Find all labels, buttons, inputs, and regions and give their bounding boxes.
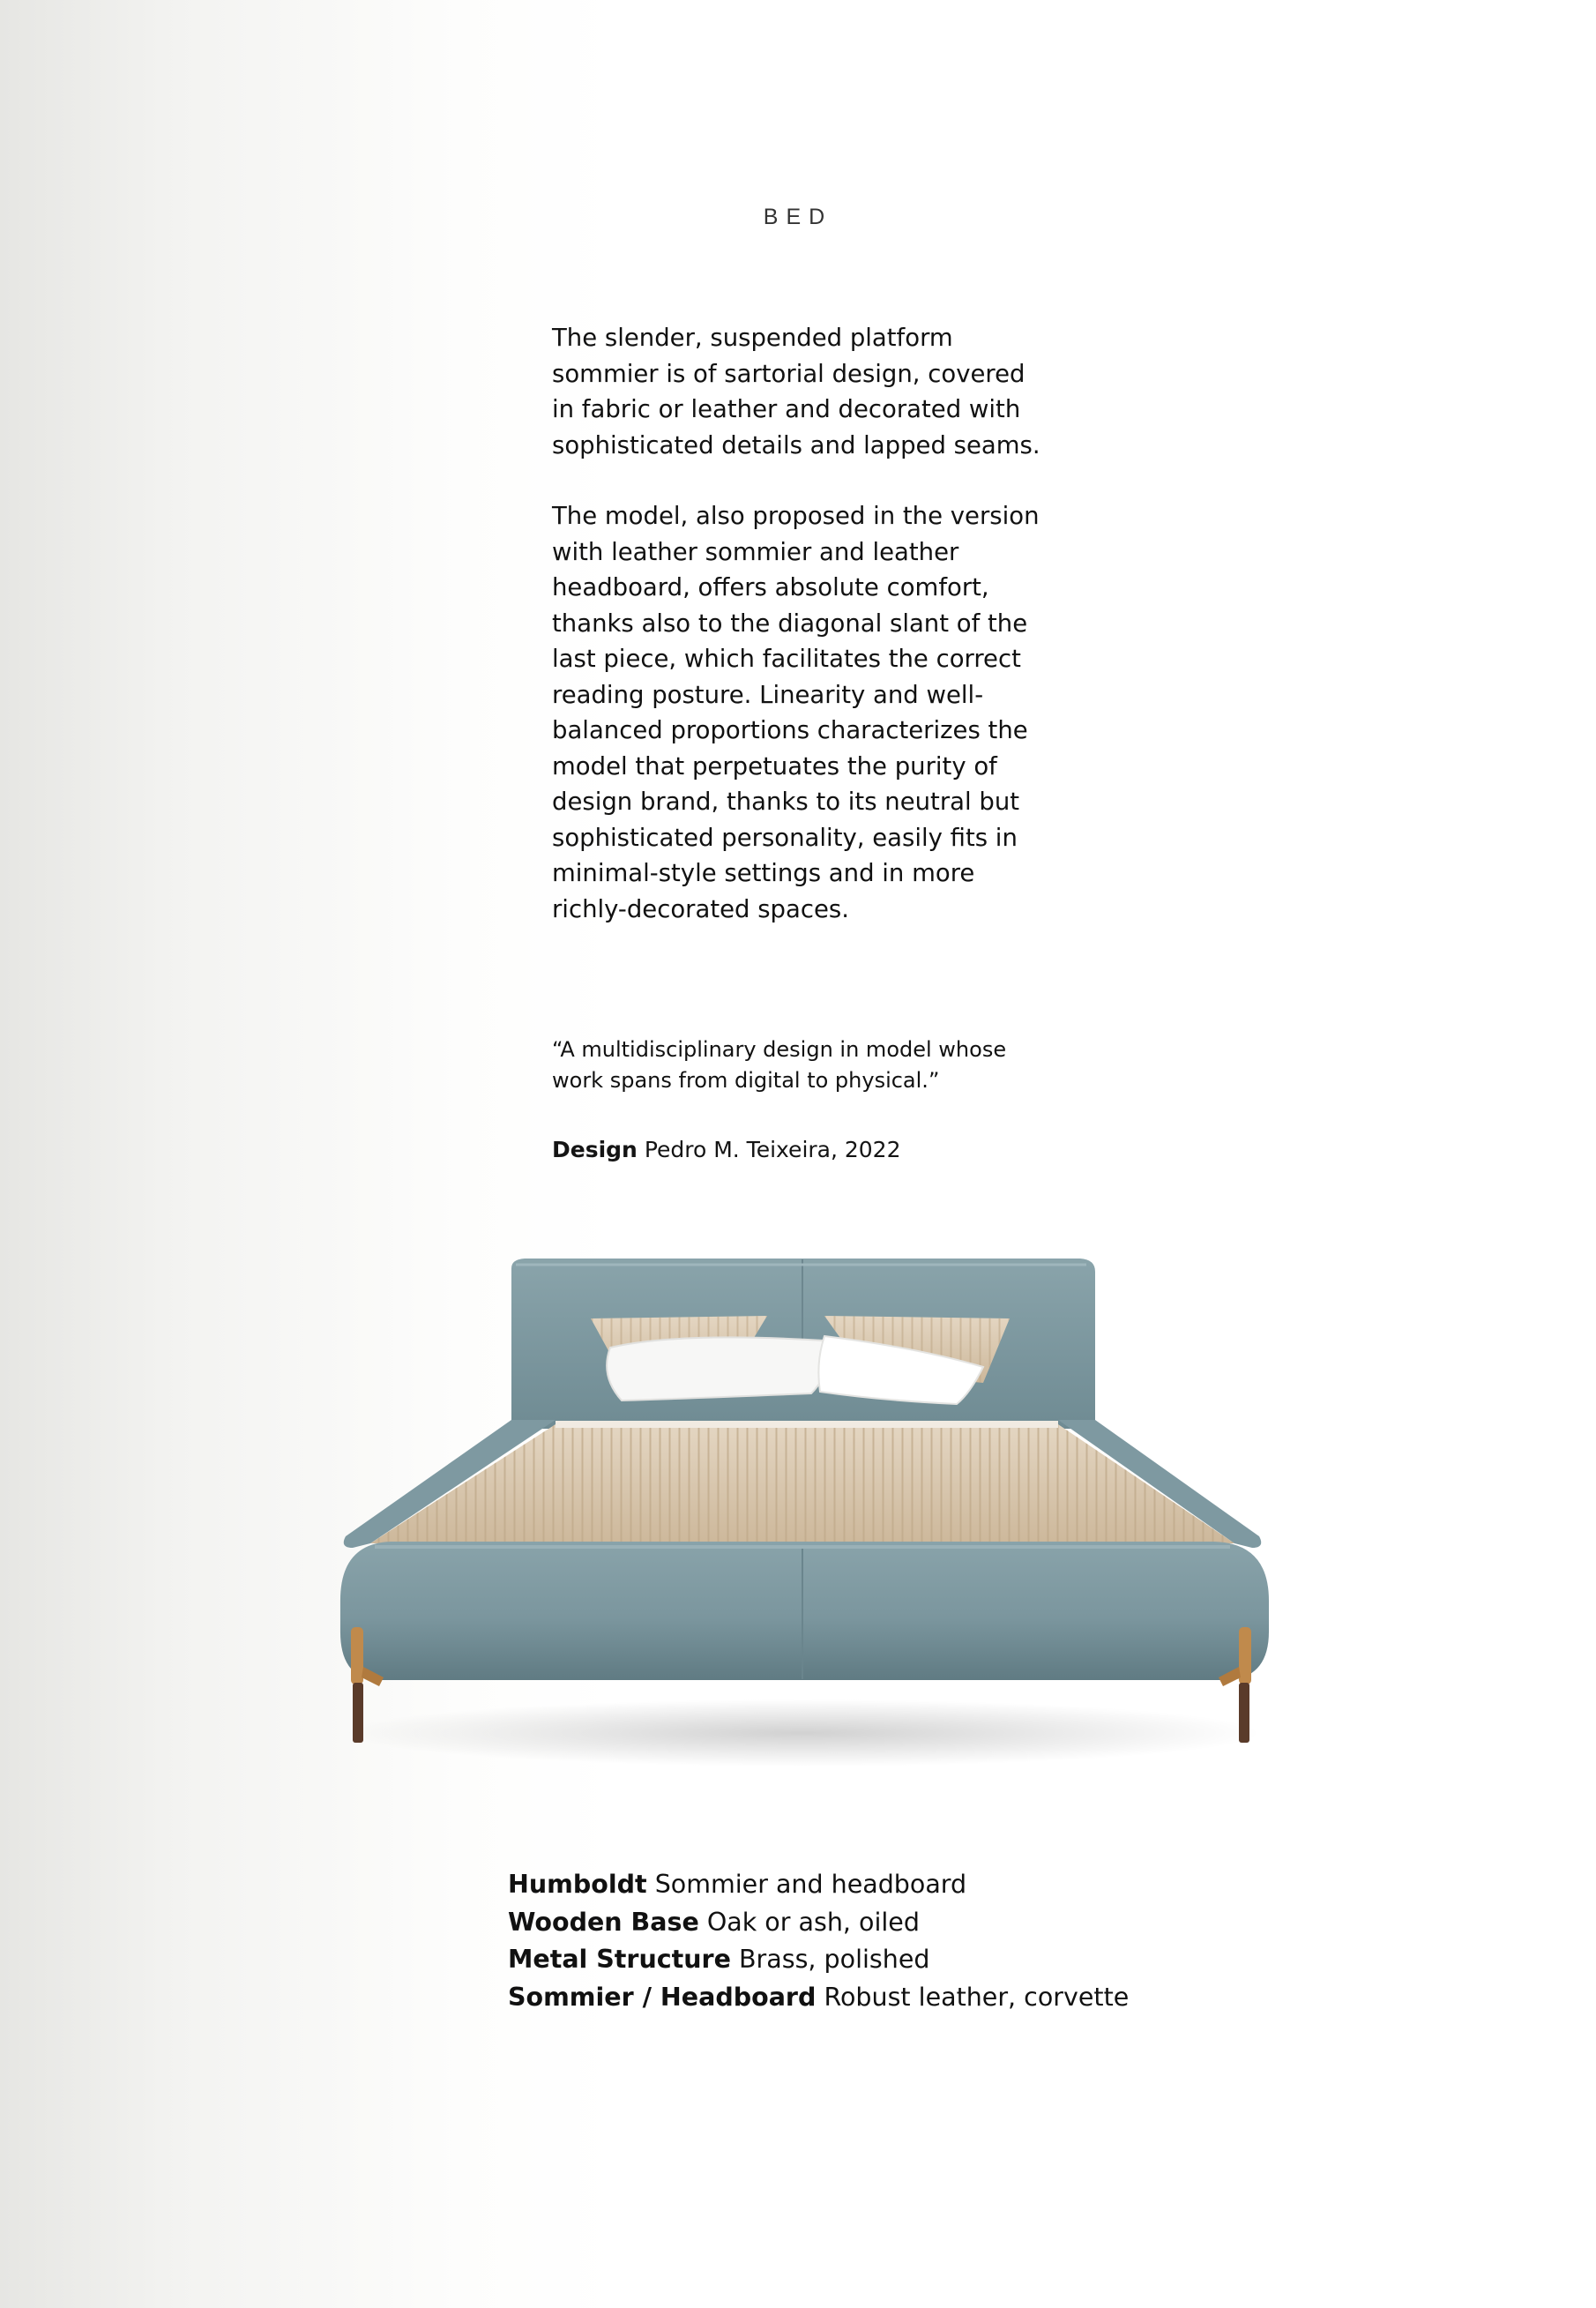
description-paragraph-1: The slender, suspended platform sommier is of sartorial design, covered in fabric or leather and decorated with sophisticated details and lapped seams.	[552, 324, 1040, 459]
design-credit-label: Design	[552, 1137, 638, 1162]
page-title: BED	[763, 205, 833, 229]
design-credit-value: Pedro M. Teixeira, 2022	[644, 1137, 901, 1162]
floor-shadow	[344, 1699, 1261, 1766]
bed-illustration	[335, 1252, 1270, 1773]
spec-row	[508, 1866, 1301, 1904]
design-credit	[552, 1134, 1081, 1166]
spec-label: Humboldt	[508, 1870, 647, 1899]
spec-value: Sommier and headboard	[654, 1870, 967, 1899]
spec-row	[508, 1904, 1301, 1942]
spec-row	[508, 1979, 1301, 2017]
spec-label: Metal Structure	[508, 1945, 731, 1974]
designer-quote: “A multidisciplinary design in model whose work spans from digital to physical.”	[552, 1037, 1007, 1093]
spec-value: Robust leather, corvette	[824, 1982, 1130, 2012]
description-paragraph-2: The model, also proposed in the version with leather sommier and leather headboard, offers absolute comfort, thanks also to the diagonal slant of the last piece, which facilitates the correct reading posture. Linearity and well-balanced proportions characterizes the model that perpetuates the purity of design brand, thanks to its neutral but sophisticated personality, easily fits in minimal-style settings and in more richly-decorated spaces.	[552, 502, 1040, 923]
spec-label: Sommier / Headboard	[508, 1982, 817, 2012]
spec-row	[508, 1941, 1301, 1979]
spec-label: Wooden Base	[508, 1907, 699, 1937]
pillow-left	[607, 1337, 827, 1400]
spec-value: Brass, polished	[739, 1945, 930, 1974]
spec-list	[508, 1866, 1301, 2016]
spec-value: Oak or ash, oiled	[706, 1907, 920, 1937]
bed-frame	[340, 1542, 1269, 1680]
